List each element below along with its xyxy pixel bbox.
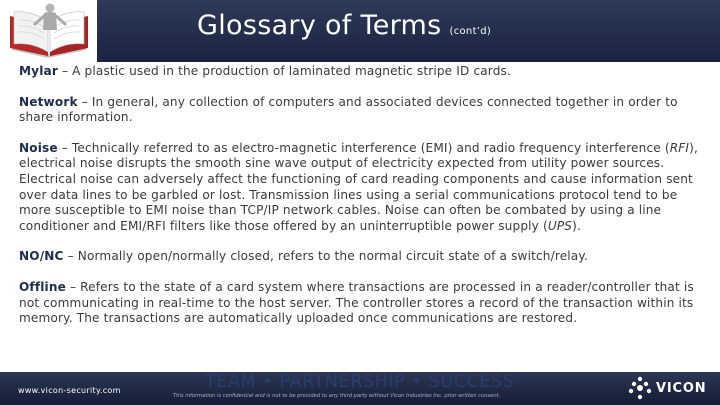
term-network: Network <box>19 94 78 109</box>
footer-website-link[interactable]: www.vicon-security.com <box>18 386 121 395</box>
glossary-entry-network <box>19 95 709 126</box>
term-noise: Noise <box>19 140 58 155</box>
glossary-content <box>19 64 709 342</box>
footer-disclaimer: This information is confidential and is not to be provided to any third party without Vicon Industries Inc. prior written consent. <box>173 393 501 399</box>
page-title <box>197 10 491 41</box>
glossary-entry-mylar <box>19 64 709 80</box>
definition-noise-rfi: RFI <box>669 140 690 155</box>
definition-offline: – Refers to the state of a card system where transactions are processed in a reader/controller that is not communicating in real-time to the host server. The controller stores a record of the transaction within its memory. The transactions are automatically uploaded once communications are restored. <box>19 279 694 326</box>
definition-noise-part1: – Technically referred to as electro-magnetic interference (EMI) and radio frequency interference ( <box>57 140 670 155</box>
open-book-icon <box>4 2 94 60</box>
brand-name: VICON <box>656 381 707 396</box>
definition-noise-ups: UPS <box>547 218 573 233</box>
glossary-entry-noise <box>19 141 709 235</box>
title-suffix: (cont’d) <box>449 26 492 37</box>
vicon-logo-icon <box>628 376 652 401</box>
footer-bar <box>0 372 720 405</box>
definition-nonc: – Normally open/normally closed, refers to the normal circuit state of a switch/relay. <box>63 249 588 264</box>
logo-box <box>0 0 97 62</box>
term-nonc: NO/NC <box>19 249 64 264</box>
definition-network: – In general, any collection of computers and associated devices connected together in order to share information. <box>19 94 678 125</box>
title-text: Glossary of Terms <box>197 10 442 41</box>
header-bar <box>0 0 720 62</box>
footer-tagline: TEAM • PARTNERSHIP • SUCCESS <box>205 372 515 392</box>
term-mylar: Mylar <box>19 64 58 78</box>
definition-noise-part3: ). <box>572 218 581 233</box>
glossary-entry-offline <box>19 280 709 327</box>
definition-noise-part2: ), electrical noise disrupts the smooth sine wave output of electricity expected from utility power sources. Electrical noise can adversely affect the functioning of card reading components and cause information sent over data lines to be garbled or lost. Transmission lines using a serial communications protocol tend to be more susceptible to EMI noise than TCP/IP network cables. Noise can often be combated by using a line conditioner and EMI/RFI filters like those offered by an uninterruptible power supply ( <box>19 140 698 233</box>
definition-mylar: – A plastic used in the production of laminated magnetic stripe ID cards. <box>57 64 511 78</box>
glossary-entry-nonc <box>19 249 709 265</box>
term-offline: Offline <box>19 279 66 294</box>
